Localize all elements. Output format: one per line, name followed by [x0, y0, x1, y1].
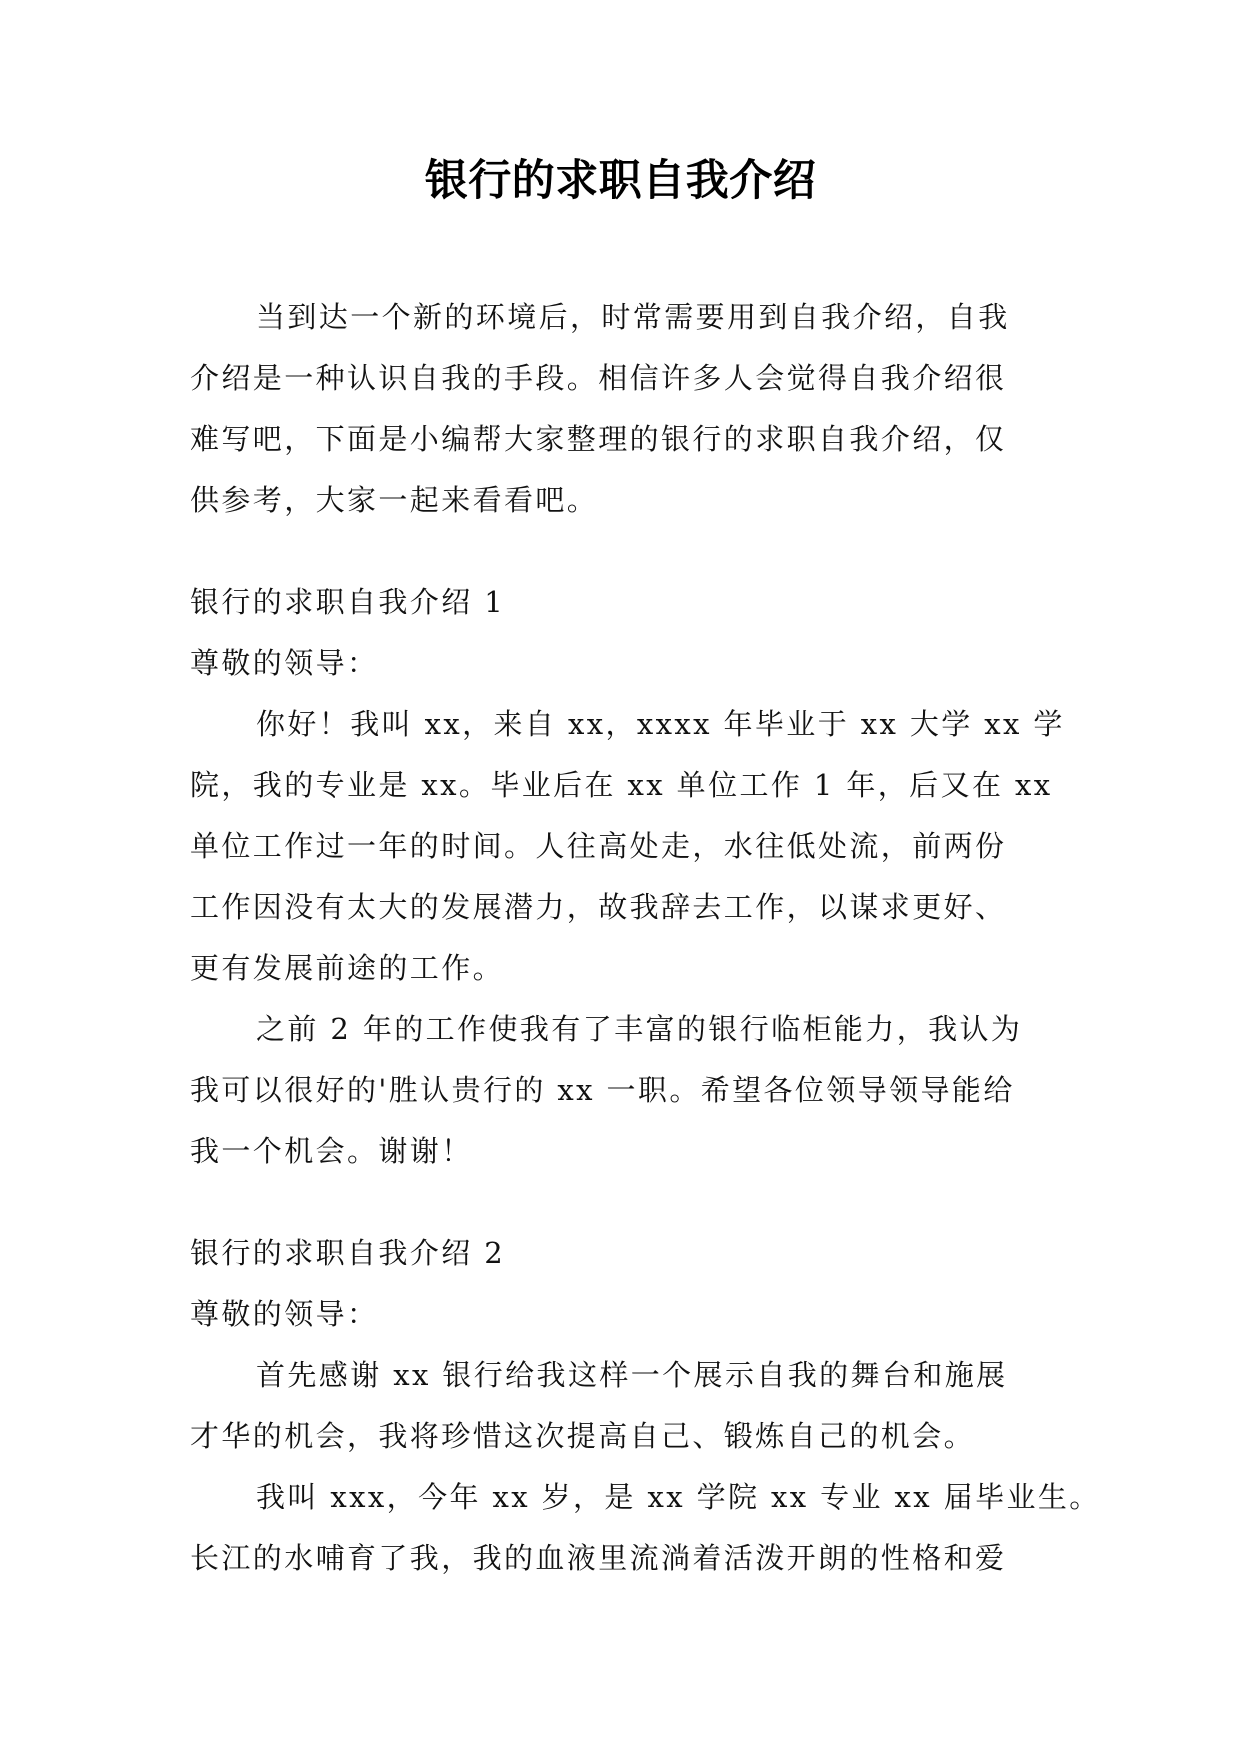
body-line: 之前 2 年的工作使我有了丰富的银行临柜能力，我认为	[256, 1012, 1023, 1046]
intro-line: 难写吧，下面是小编帮大家整理的银行的求职自我介绍，仅	[190, 422, 1007, 456]
intro-line: 当到达一个新的环境后，时常需要用到自我介绍，自我	[256, 300, 1010, 334]
paragraph-gap	[190, 531, 1070, 572]
body-line: 首先感谢 xx 银行给我这样一个展示自我的舞台和施展	[256, 1358, 1008, 1392]
document-title: 银行的求职自我介绍	[424, 156, 817, 206]
body-line: 我可以很好的'胜认贵行的 xx 一职。希望各位领导领导能给	[190, 1073, 1015, 1107]
salutation: 尊敬的领导：	[190, 1297, 379, 1331]
paragraph-gap	[190, 1182, 1070, 1223]
body-line: 我叫 xxx，今年 xx 岁，是 xx 学院 xx 专业 xx 届毕业生。	[256, 1480, 1101, 1514]
body-line: 工作因没有太大的发展潜力，故我辞去工作，以谋求更好、	[190, 890, 1007, 924]
body-line: 更有发展前途的工作。	[190, 951, 505, 985]
body-line: 院，我的专业是 xx。毕业后在 xx 单位工作 1 年，后又在 xx	[190, 768, 1053, 802]
document-body	[190, 287, 1101, 1589]
body-line: 单位工作过一年的时间。人往高处走，水往低处流，前两份	[190, 829, 1007, 863]
body-line: 我一个机会。谢谢！	[190, 1134, 473, 1168]
section-heading: 银行的求职自我介绍 1	[190, 585, 506, 619]
body-line: 你好！我叫 xx，来自 xx，xxxx 年毕业于 xx 大学 xx 学	[256, 707, 1065, 741]
body-line: 才华的机会，我将珍惜这次提高自己、锻炼自己的机会。	[190, 1419, 976, 1453]
intro-line: 介绍是一种认识自我的手段。相信许多人会觉得自我介绍很	[190, 361, 1007, 395]
body-line: 长江的水哺育了我，我的血液里流淌着活泼开朗的性格和爱	[190, 1541, 1007, 1575]
section-heading: 银行的求职自我介绍 2	[190, 1236, 506, 1270]
intro-line: 供参考，大家一起来看看吧。	[190, 483, 599, 517]
salutation: 尊敬的领导：	[190, 646, 379, 680]
